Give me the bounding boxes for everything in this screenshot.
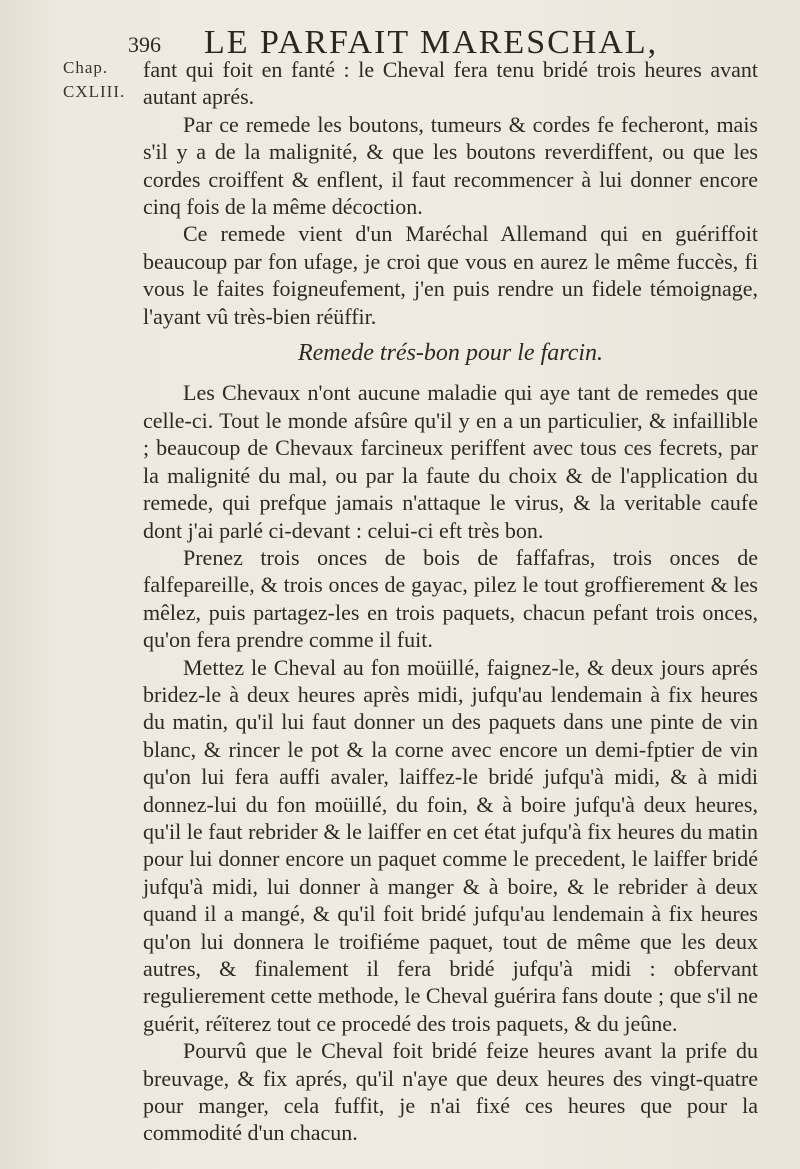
paragraph: fant qui foit en fanté : le Cheval fera tenu bridé trois heures avant autant aprés.: [143, 57, 758, 110]
paragraph: Mettez le Cheval au fon moüillé, faignez-le, & deux jours aprés bridez-le à deux heures après midi, jufqu'au lendemain à fix heures du matin, qu'il lui faut donner un des paquets dans une pinte de vin blanc, & rincer le pot & la corne avec encore un demi-fptier de vin qu'on lui fera auffi avaler, laiffez-le bridé jufqu'à midi, & à midi donnez-lui du fon moüillé, du foin, & à boire jufqu'à deux heures, qu'il le faut rebrider & le laiffer en cet état jufqu'à fix heures du matin pour lui donner encore un paquet comme le precedent, le laiffer bridé jufqu'à midi, lui donner à manger & à boire, & le rebrider à deux quand il a mangé, & qu'il foit bridé jufqu'au lendemain à fix heures qu'on lui donnera le troifiéme paquet, tout de même que les deux autres, & finalement il fera bridé jufqu'à midi : obfervant regulierement cette methode, le Cheval guérira fans doute ; que s'il ne guérit, réïterez tout ce procedé des trois paquets, & du jeûne.: [143, 654, 758, 1036]
margin-chap-label: Chap.: [63, 58, 109, 77]
page-number: 396: [128, 32, 161, 57]
running-title: LE PARFAIT MARESCHAL,: [204, 24, 659, 61]
body-text: [143, 56, 758, 1147]
paragraph: Pourvû que le Cheval foit bridé feize heures avant la prife du breuvage, & fix aprés, qu'il n'aye que deux heures des vingt-quatre pour manger, cela fuffit, je n'ai fixé ces heures que pour la commodité d'un chacun.: [143, 1038, 758, 1146]
paragraph: Par ce remede les boutons, tumeurs & cordes fe fecheront, mais s'il y a de la malignité, & que les boutons reverdiffent, ou que les cordes croiffent & enflent, il faut recommencer à lui donner encore cinq fois de la même décoction.: [143, 111, 758, 220]
margin-chap-number: CXLIII.: [63, 82, 126, 101]
paragraph: Ce remede vient d'un Maréchal Allemand qui en guériffoit beaucoup par fon ufage, je croi que vous en aurez le même fuccès, fi vous le faites foigneufement, j'en puis rendre un fidele témoignage, l'ayant vû très-bien réüffir.: [143, 221, 758, 329]
paragraph: Les Chevaux n'ont aucune maladie qui aye tant de remedes que celle-ci. Tout le monde afsûre qu'il y en a un particulier, & infaillible ; beaucoup de Chevaux farcineux periffent avec tous ces fecrets, par la malignité du mal, ou par la faute du choix & de l'application du remede, qui prefque jamais n'attaque le virus, & la veritable caufe dont j'ai parlé ci-devant : celui-ci eft très bon.: [143, 380, 758, 543]
section-heading: Remede trés-bon pour le farcin.: [297, 340, 604, 367]
chapter-margin-note: [63, 56, 125, 104]
paragraph: Prenez trois onces de bois de faffafras, trois onces de falfepareille, & trois onces de gayac, pilez le tout groffierement & les mêlez, puis partagez-les en trois paquets, chacun pefant trois onces, qu'on fera prendre comme il fuit.: [143, 544, 758, 653]
